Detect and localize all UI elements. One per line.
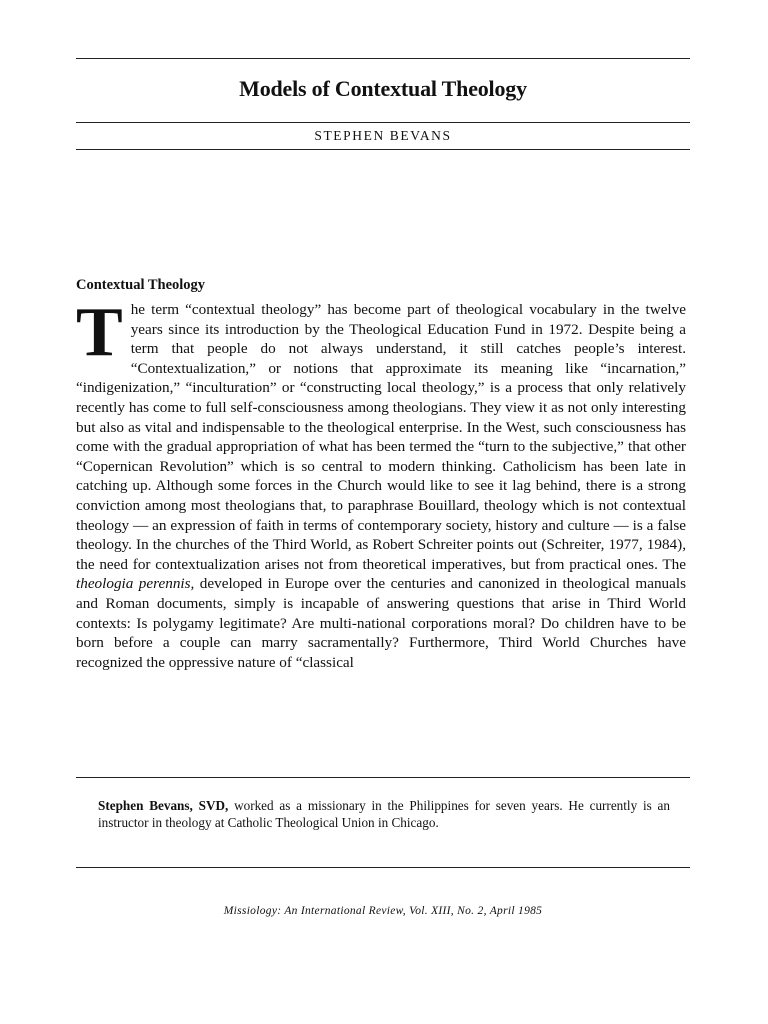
author-name: STEPHEN BEVANS	[314, 128, 452, 143]
title-divider	[76, 122, 690, 123]
paragraph-lead: he term “contextual theology” has become part of theological vocabulary in the twelve years since its introduction by the Theological Education Fund in 1972. Despite being a term that people do not always understand, it still catches people’s interest. “Contextualization,” or notions that approximate its meaning like “incarnation,” “indigenization,” “inculturation” or “constructing local theology,” is a process that only relatively recently has come to full self-consciousness among theologians. They view it as not only interesting but also as vital and indispensable to the theological enterprise. In the West, such consciousness has come with the gradual appropriation of what has been termed the “turn to the subjective,” that other “Copernican Revolution” which is so central to modern thinking. Catholicism has been late in catching up. Although some forces in the Church would like to see it lag behind, there is a strong conviction among most theologians that, to paraphrase Bouillard, theology which is not contextual theology — an expression of faith in terms of contemporary society, history and culture — is a false theology. In the churches of the Third World, as Robert Schreiter points out (Schreiter, 1977, 1984), the need for contextualization arises not from theoretical imperatives, but from practical ones. The	[76, 301, 686, 573]
author-divider	[76, 149, 690, 150]
section-heading: Contextual Theology	[76, 277, 206, 293]
footnote-author: Stephen Bevans, SVD,	[98, 798, 229, 813]
author-footnote	[98, 797, 670, 831]
footnote-text: worked as a missionary in the Philippines for seven years. He currently is an instructor in theology at Catholic Theological Union in Chicago.	[98, 798, 670, 830]
article-title: Models of Contextual Theology	[239, 76, 527, 101]
journal-citation: Missiology: An International Review, Vol. XIII, No. 2, April 1985	[223, 905, 543, 917]
italic-term: theologia perennis,	[76, 575, 195, 593]
paragraph-rest: developed in Europe over the centuries and canonized in theological manuals and Roman documents, simply is incapable of answering questions that arise in Third World contexts: Is polygamy legitimate? Are multi-national corporations moral? Do children have to be born before a couple can marry sacramentally? Furthermore, Third World Churches have recognized the oppressive nature of “classical	[76, 575, 686, 671]
drop-cap: T	[76, 294, 123, 371]
footnote-top-rule	[76, 777, 690, 778]
footnote-bottom-rule	[76, 867, 690, 868]
body-paragraph	[76, 294, 686, 672]
top-rule	[76, 58, 690, 59]
